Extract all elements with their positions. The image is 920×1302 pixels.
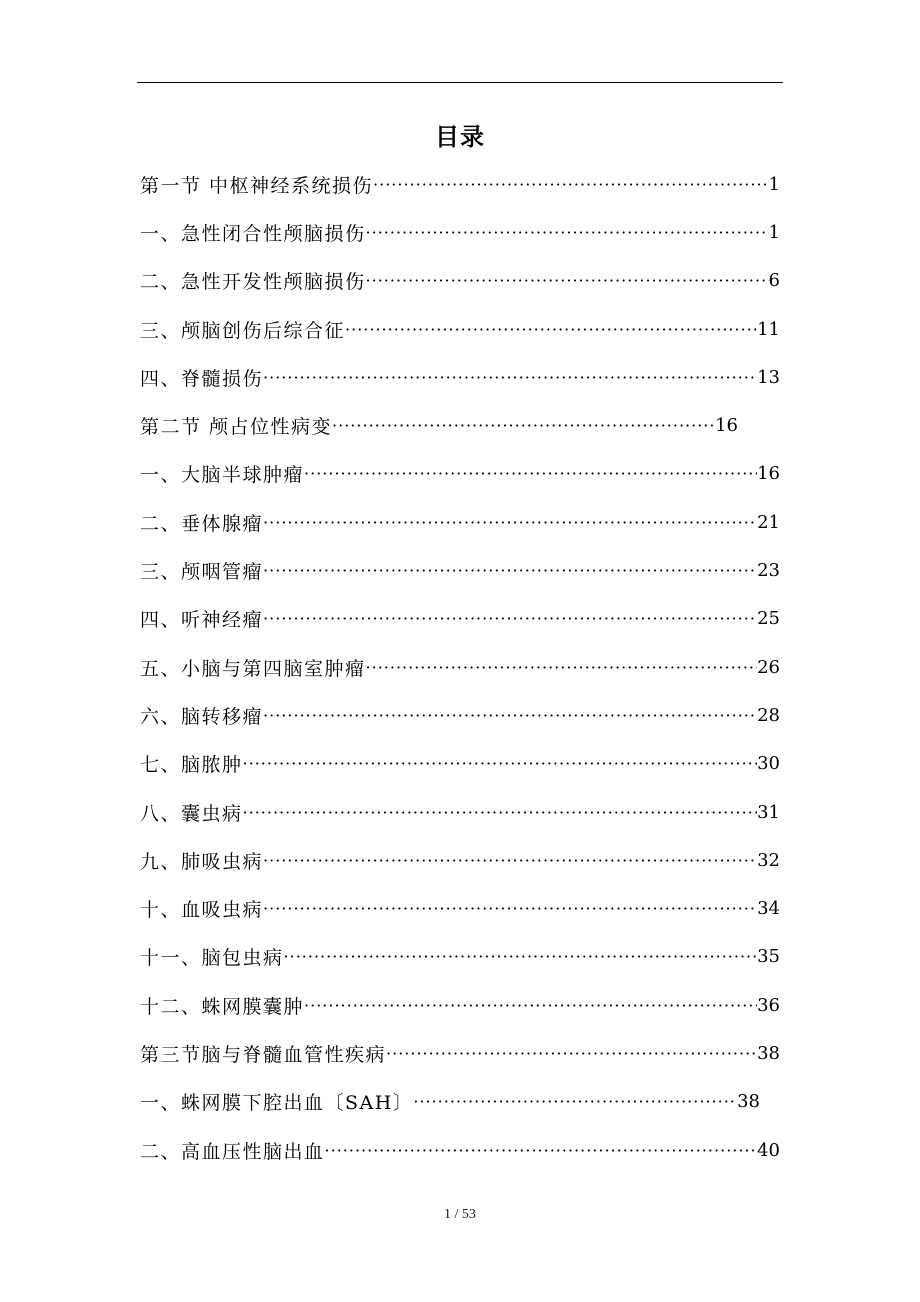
toc-entry-label: 三、颅咽管瘤 (140, 561, 264, 584)
toc-entry-page: 40 (757, 1139, 780, 1161)
toc-entry-page: 16 (757, 463, 780, 485)
toc-entry-label: 七、脑脓肿 (140, 754, 243, 777)
table-of-contents (140, 160, 780, 1174)
toc-entry-label: 二、高血压性脑出血 (140, 1140, 325, 1163)
toc-dot-leader (263, 609, 757, 628)
toc-entry-page: 32 (757, 849, 780, 871)
toc-entry-page: 16 (715, 415, 738, 437)
toc-entry-label: 四、听神经瘤 (140, 609, 264, 632)
toc-entry-page: 31 (757, 801, 780, 823)
toc-entry-label: 六、脑转移瘤 (140, 705, 264, 728)
toc-entry[interactable] (140, 498, 780, 546)
toc-entry-page: 1 (768, 173, 780, 195)
header-rule (137, 82, 783, 83)
toc-entry-page: 35 (757, 946, 780, 968)
toc-dot-leader (263, 899, 757, 918)
toc-entry[interactable] (140, 836, 780, 884)
toc-entry-page: 21 (757, 511, 780, 533)
toc-entry[interactable] (140, 208, 780, 256)
toc-entry-page: 23 (757, 560, 780, 582)
toc-dot-leader (373, 175, 769, 194)
toc-entry[interactable] (140, 1078, 760, 1126)
toc-dot-leader (325, 1141, 758, 1160)
toc-entry-label: 第二节 颅占位性病变 (140, 416, 333, 439)
toc-entry-label: 四、脊髓损伤 (140, 367, 264, 390)
toc-entry-page: 30 (757, 753, 780, 775)
toc-entry-page: 28 (757, 704, 780, 726)
toc-dot-leader (304, 996, 757, 1015)
toc-entry[interactable] (140, 160, 780, 208)
toc-dot-leader (386, 1044, 757, 1063)
toc-entry-label: 五、小脑与第四脑室肿瘤 (140, 657, 366, 680)
toc-entry[interactable] (140, 401, 738, 449)
toc-dot-leader (243, 803, 758, 822)
toc-entry-page: 38 (757, 1042, 780, 1064)
toc-entry[interactable] (140, 1029, 780, 1077)
toc-entry-page: 34 (757, 898, 780, 920)
toc-dot-leader (366, 223, 769, 242)
toc-dot-leader (263, 368, 757, 387)
toc-entry[interactable] (140, 257, 780, 305)
toc-entry[interactable] (140, 305, 780, 353)
toc-entry-label: 一、蛛网膜下腔出血〔SAH〕 (140, 1092, 414, 1115)
toc-entry-label: 十二、蛛网膜囊肿 (140, 995, 305, 1018)
toc-entry-label: 二、垂体腺瘤 (140, 512, 264, 535)
toc-dot-leader (243, 754, 758, 773)
toc-entry[interactable] (140, 788, 780, 836)
toc-entry-label: 一、大脑半球肿瘤 (140, 464, 305, 487)
toc-entry-page: 13 (757, 366, 780, 388)
toc-entry[interactable] (140, 1126, 780, 1174)
toc-dot-leader (304, 464, 757, 483)
toc-title: 目录 (435, 122, 485, 151)
toc-entry-page: 1 (768, 221, 780, 243)
toc-entry-label: 九、肺吸虫病 (140, 850, 264, 873)
toc-entry-page: 38 (737, 1091, 760, 1113)
toc-entry[interactable] (140, 546, 780, 594)
toc-entry[interactable] (140, 691, 780, 739)
toc-dot-leader (345, 320, 757, 339)
toc-dot-leader (366, 658, 758, 677)
toc-entry[interactable] (140, 643, 780, 691)
toc-entry[interactable] (140, 981, 780, 1029)
toc-entry-label: 第一节 中枢神经系统损伤 (140, 174, 374, 197)
toc-dot-leader (263, 513, 757, 532)
toc-entry-label: 二、急性开发性颅脑损伤 (140, 271, 366, 294)
toc-entry[interactable] (140, 450, 780, 498)
toc-entry-page: 26 (757, 656, 780, 678)
toc-dot-leader (284, 947, 758, 966)
toc-dot-leader (263, 851, 757, 870)
toc-dot-leader (332, 416, 715, 435)
page-number-footer: 1 / 53 (444, 1207, 476, 1222)
toc-entry-label: 三、颅脑创伤后综合征 (140, 319, 346, 342)
toc-entry[interactable] (140, 933, 780, 981)
toc-dot-leader (413, 1092, 737, 1111)
toc-entry-label: 第三节脑与脊髓血管性疾病 (140, 1043, 387, 1066)
toc-entry-page: 25 (757, 608, 780, 630)
toc-dot-leader (263, 561, 757, 580)
toc-entry-label: 十、血吸虫病 (140, 899, 264, 922)
toc-entry-page: 6 (768, 270, 780, 292)
toc-entry-page: 11 (757, 318, 780, 340)
toc-entry-page: 36 (757, 994, 780, 1016)
toc-entry[interactable] (140, 353, 780, 401)
toc-entry[interactable] (140, 595, 780, 643)
toc-dot-leader (366, 271, 769, 290)
toc-entry[interactable] (140, 884, 780, 932)
toc-entry-label: 一、急性闭合性颅脑损伤 (140, 222, 366, 245)
toc-entry-label: 八、囊虫病 (140, 802, 243, 825)
toc-dot-leader (263, 706, 757, 725)
toc-entry[interactable] (140, 740, 780, 788)
toc-entry-label: 十一、脑包虫病 (140, 947, 284, 970)
